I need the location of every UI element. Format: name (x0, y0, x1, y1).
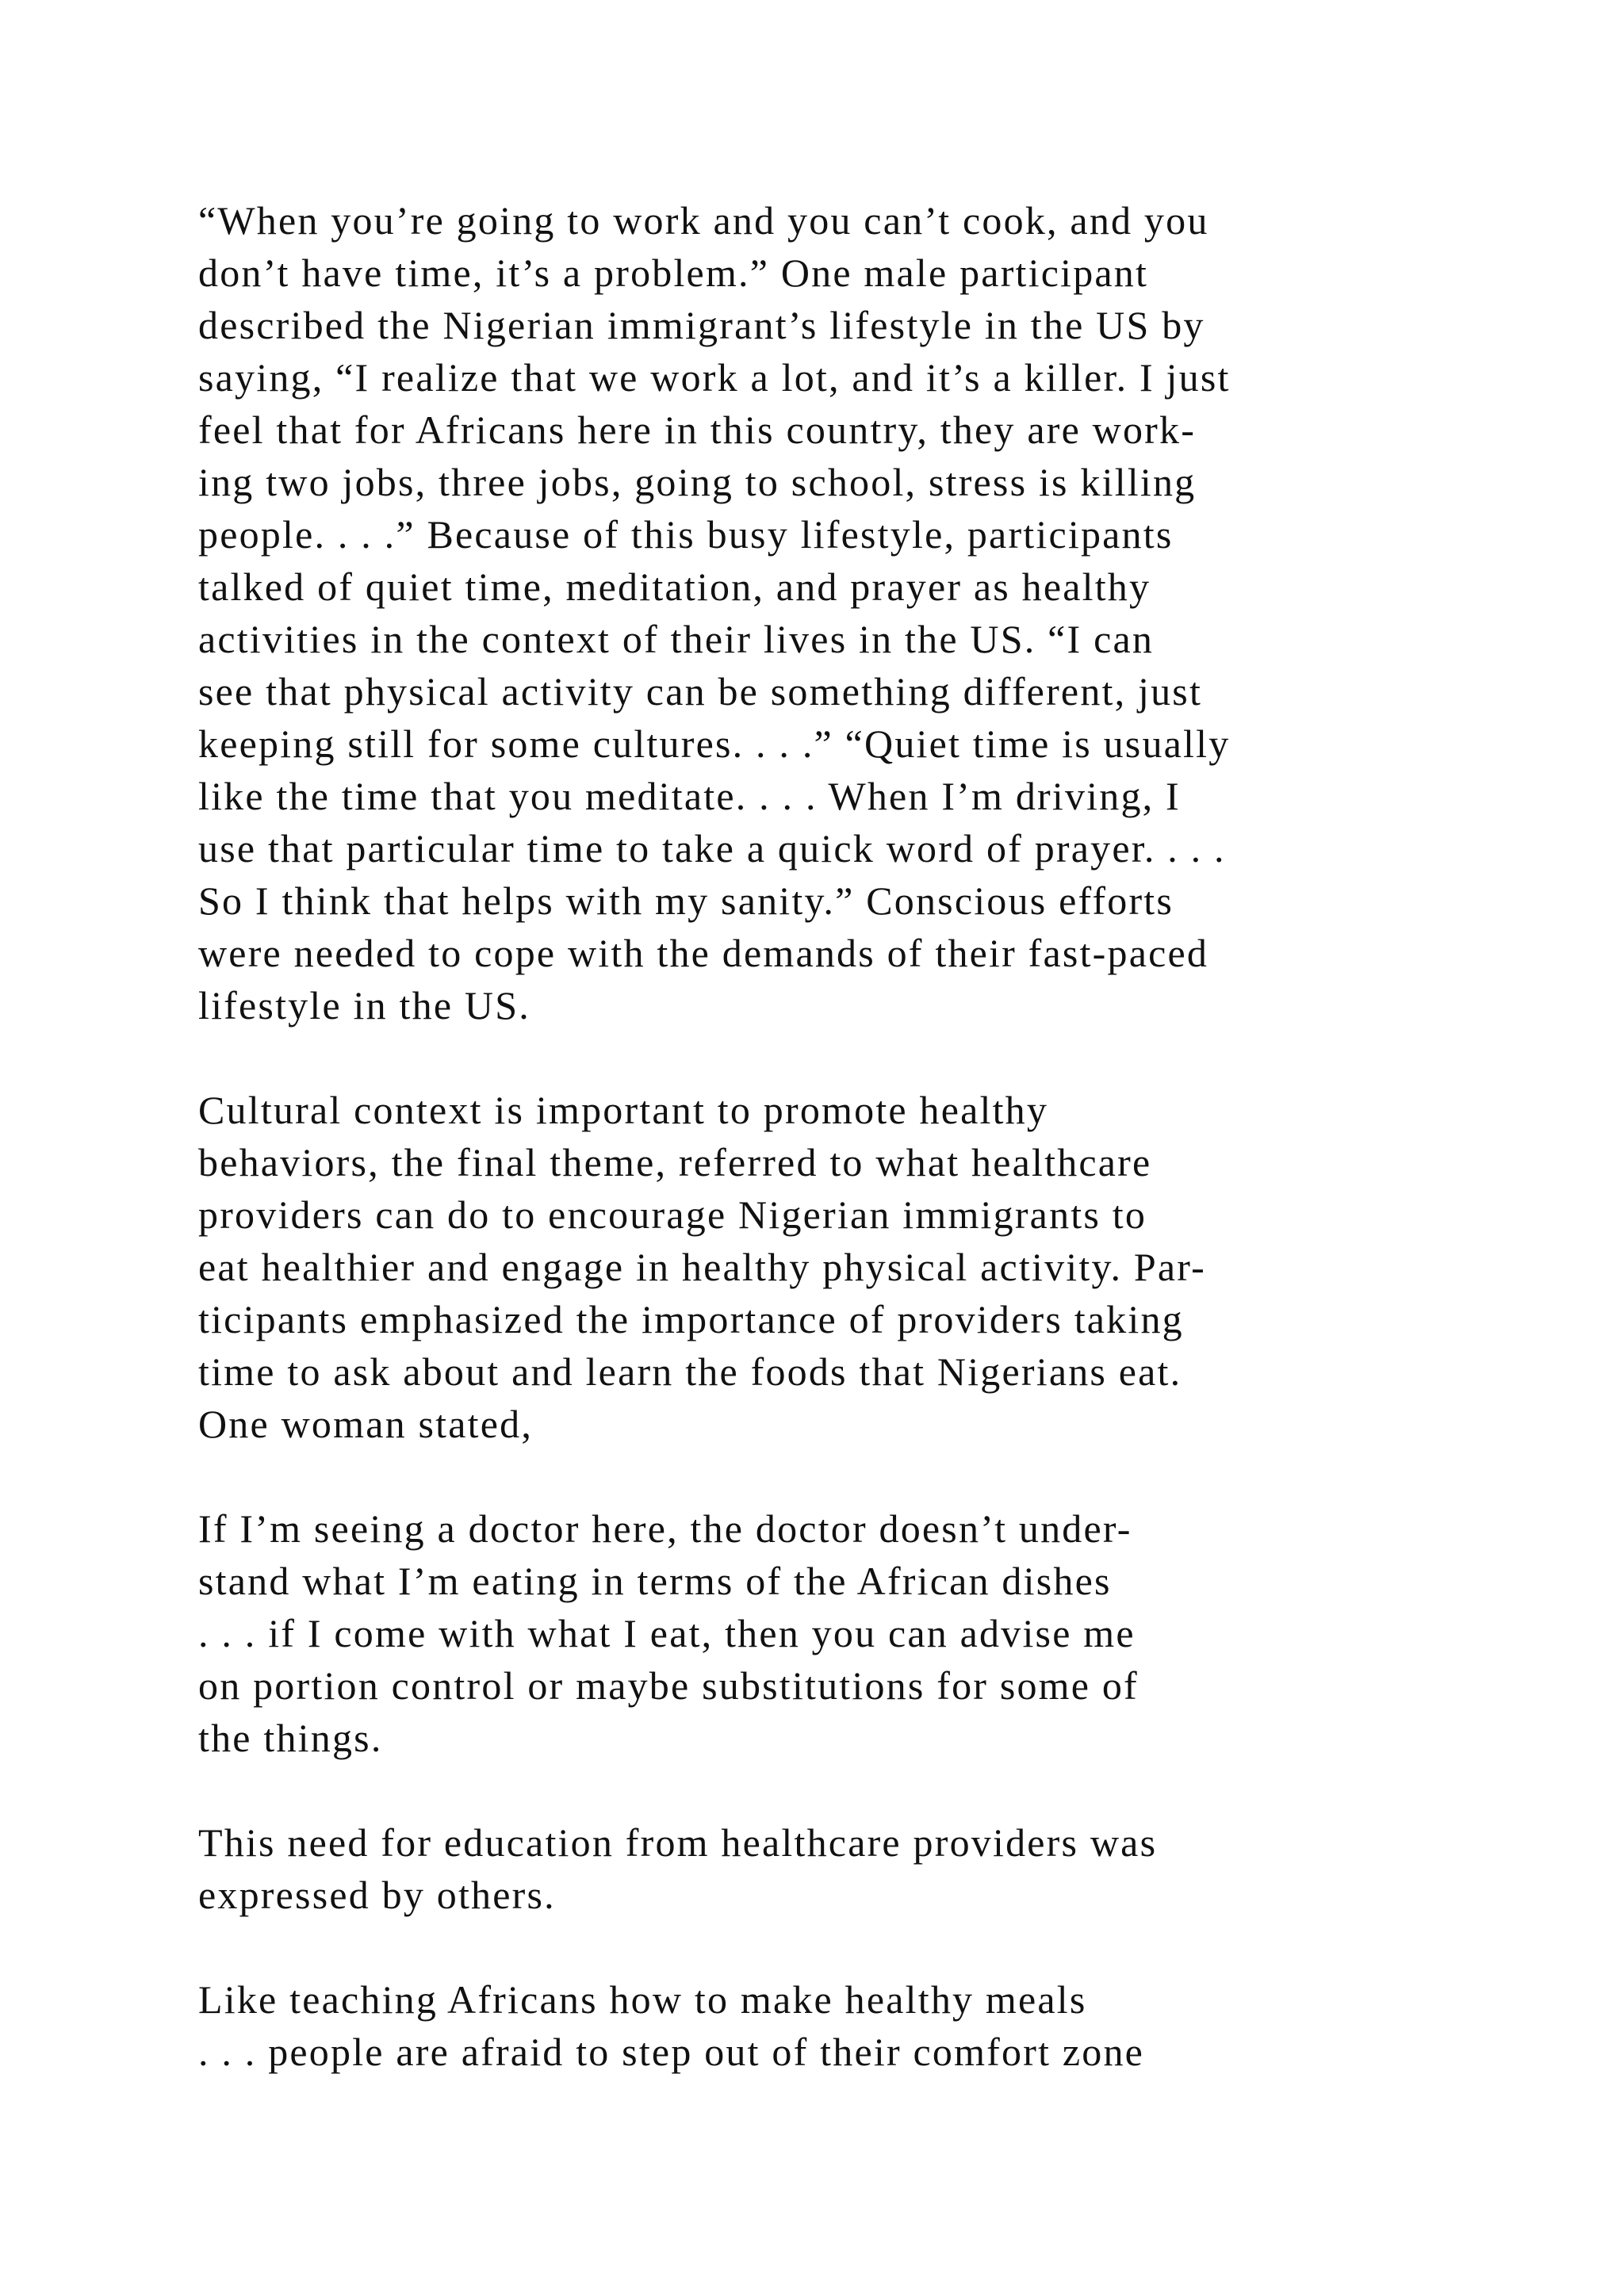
paragraph-quote-doctor (198, 1502, 1435, 1764)
text-line: providers can do to encourage Nigerian immigrants to (198, 1192, 1147, 1237)
text-line: ing two jobs, three jobs, going to school, stress is killing (198, 460, 1197, 504)
text-line: the things. (198, 1716, 383, 1760)
text-line: behaviors, the final theme, referred to what healthcare (198, 1140, 1152, 1184)
text-line: see that physical activity can be something different, just (198, 669, 1203, 714)
paragraph-education-need (198, 1816, 1435, 1921)
text-line: . . . people are afraid to step out of their comfort zone (198, 2030, 1145, 2074)
text-line: “When you’re going to work and you can’t cook, and you (198, 198, 1209, 243)
text-line: like the time that you meditate. . . . When I’m driving, I (198, 774, 1181, 818)
text-line: If I’m seeing a doctor here, the doctor doesn’t under- (198, 1506, 1132, 1551)
text-line: time to ask about and learn the foods that Nigerians eat. (198, 1349, 1182, 1394)
text-line: lifestyle in the US. (198, 983, 530, 1027)
text-line: One woman stated, (198, 1402, 534, 1446)
text-line: ticipants emphasized the importance of providers taking (198, 1297, 1184, 1341)
text-line: Like teaching Africans how to make healthy meals (198, 1977, 1087, 2022)
text-line: saying, “I realize that we work a lot, and it’s a killer. I just (198, 355, 1231, 400)
text-line: keeping still for some cultures. . . .” “Quiet time is usually (198, 721, 1231, 766)
body-text (198, 194, 1435, 2078)
text-line: described the Nigerian immigrant’s lifestyle in the US by (198, 303, 1205, 347)
paragraph-cultural-context (198, 1084, 1435, 1450)
text-line: talked of quiet time, meditation, and prayer as healthy (198, 564, 1151, 609)
text-line: eat healthier and engage in healthy physical activity. Par- (198, 1245, 1206, 1289)
text-line: feel that for Africans here in this country, they are work- (198, 408, 1197, 452)
text-line: Cultural context is important to promote healthy (198, 1088, 1049, 1132)
text-line: use that particular time to take a quick word of prayer. . . . (198, 826, 1226, 871)
text-line: don’t have time, it’s a problem.” One male participant (198, 251, 1149, 295)
text-line: expressed by others. (198, 1873, 556, 1917)
text-line: on portion control or maybe substitutions for some of (198, 1663, 1139, 1708)
text-line: This need for education from healthcare providers was (198, 1820, 1158, 1865)
paragraph-busy-lifestyle (198, 194, 1435, 1031)
text-line: . . . if I come with what I eat, then you can advise me (198, 1611, 1136, 1655)
text-line: activities in the context of their lives in the US. “I can (198, 617, 1155, 661)
text-line: stand what I’m eating in terms of the African dishes (198, 1559, 1112, 1603)
text-line: So I think that helps with my sanity.” Conscious efforts (198, 878, 1174, 923)
text-line: were needed to cope with the demands of their fast-paced (198, 931, 1209, 975)
paragraph-quote-meals (198, 1973, 1435, 2078)
text-line: people. . . .” Because of this busy lifestyle, participants (198, 512, 1174, 557)
